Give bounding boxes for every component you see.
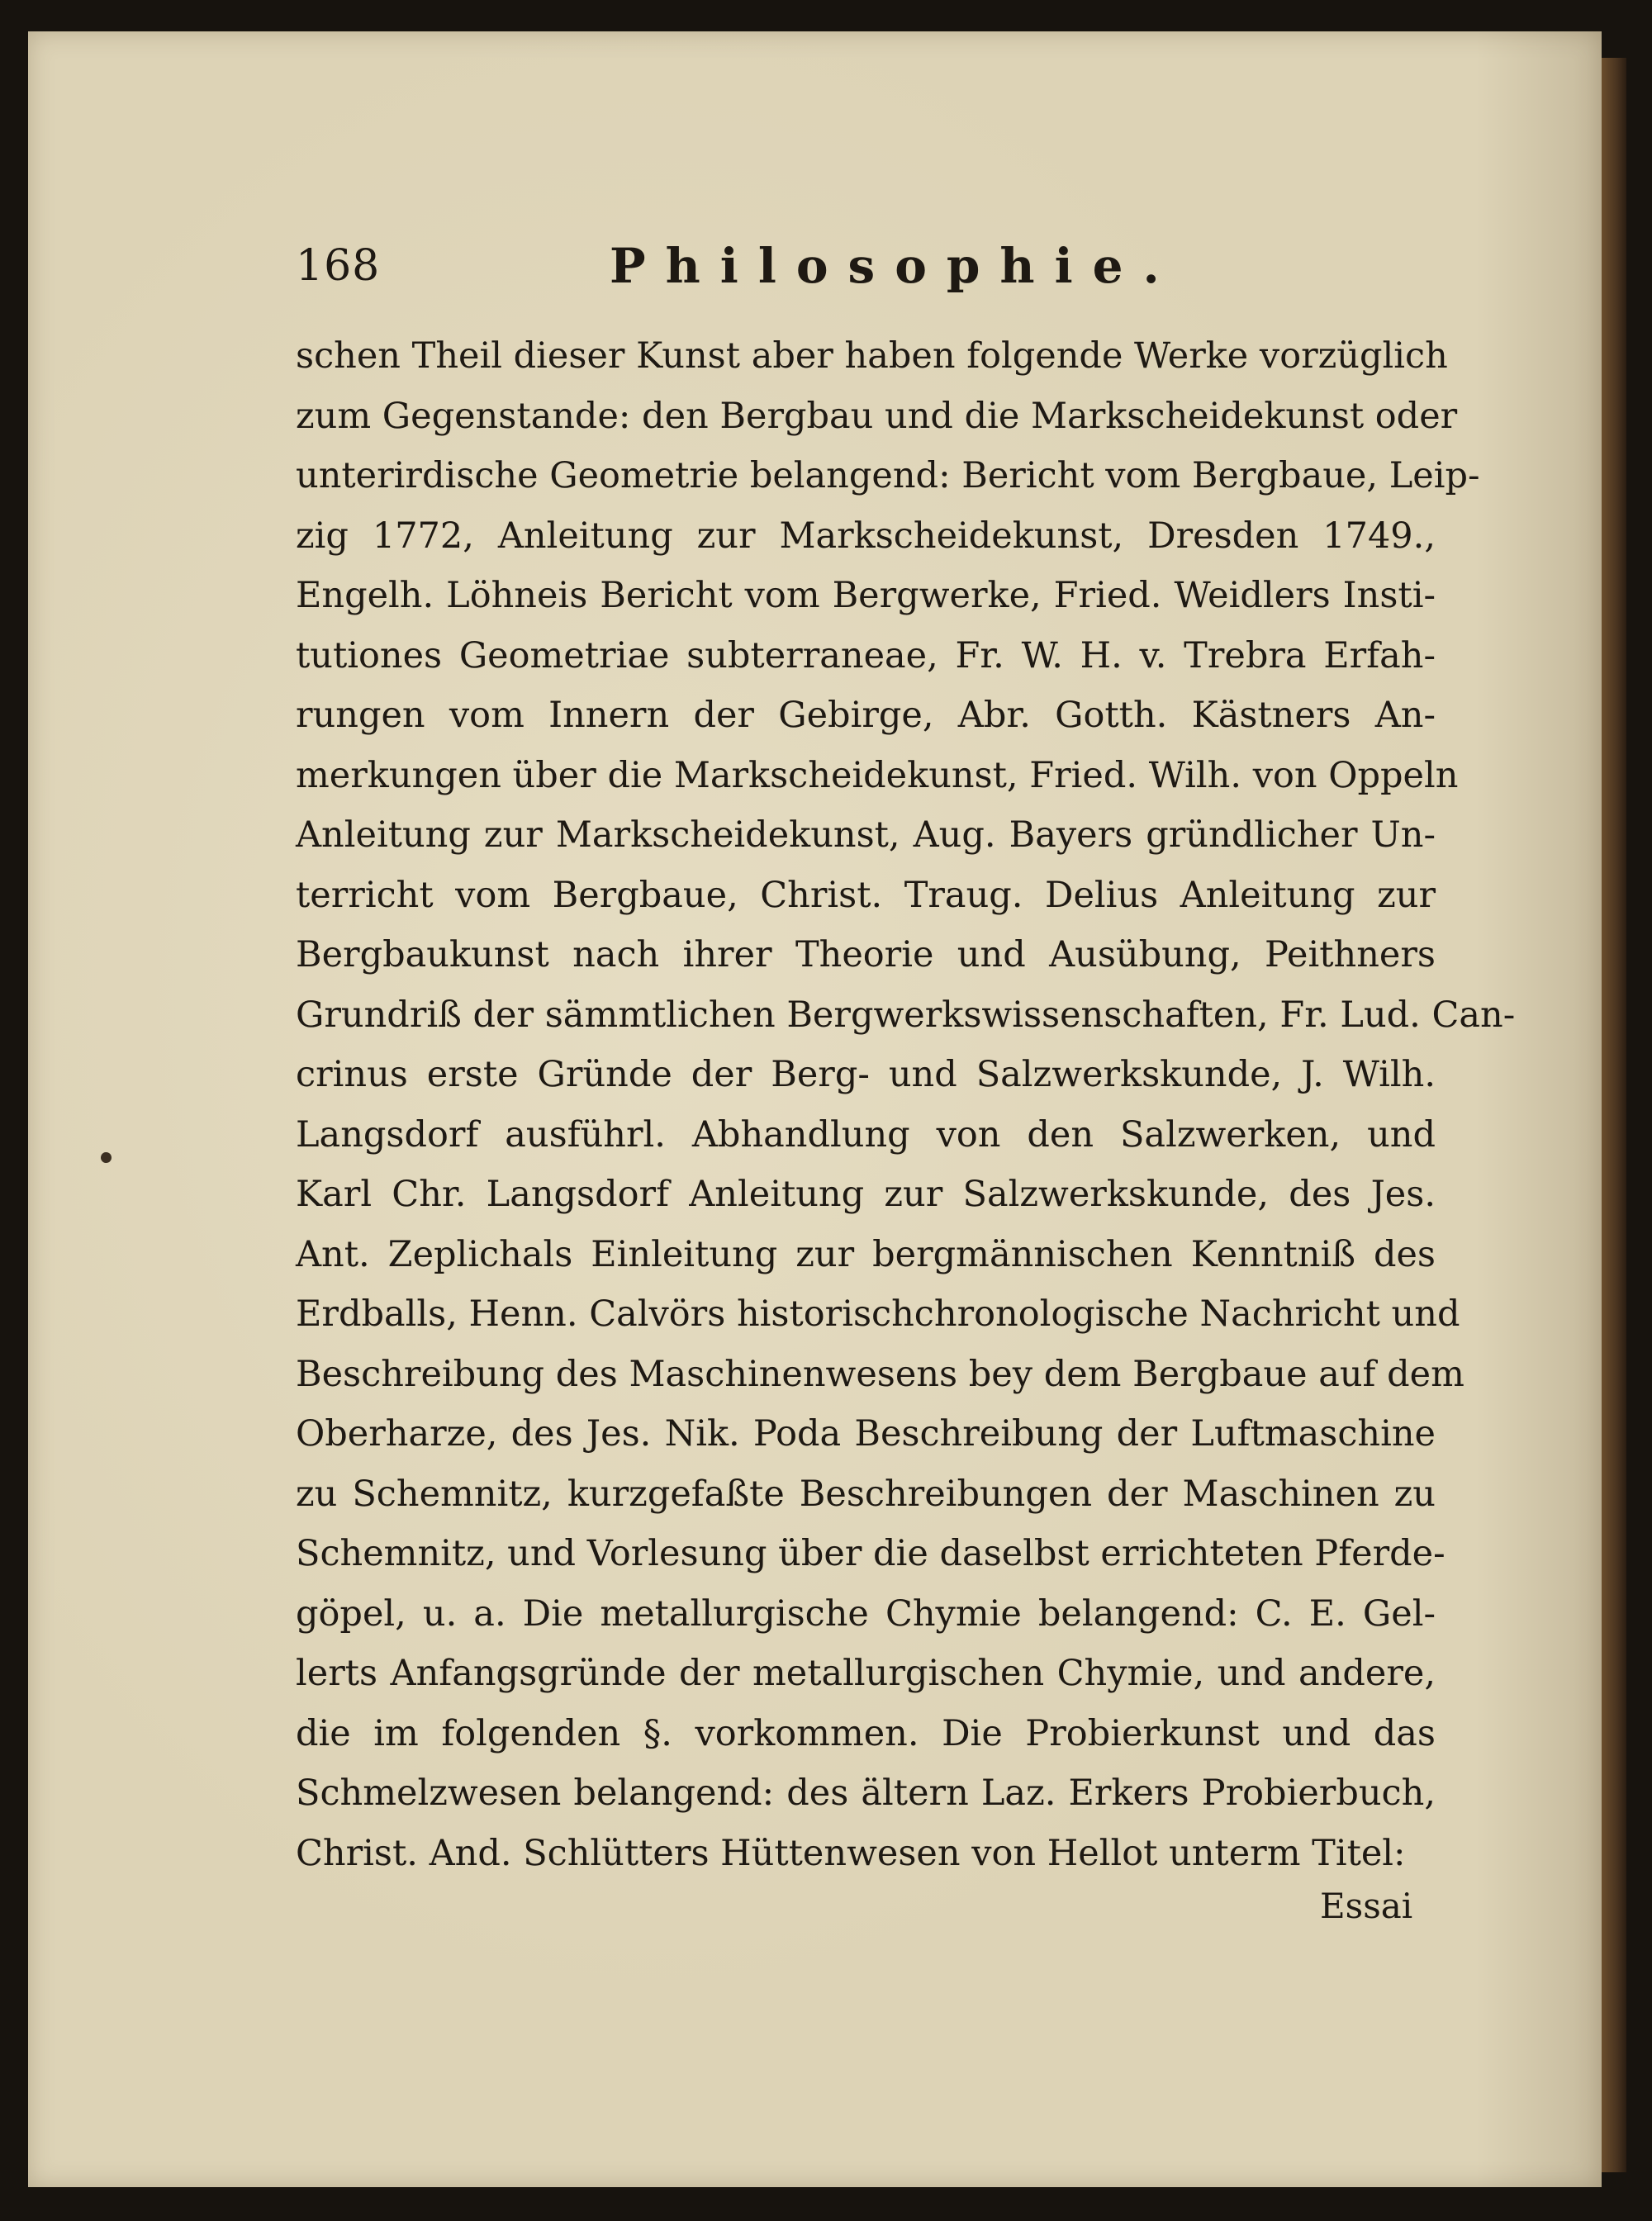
page-header <box>296 238 1452 307</box>
text-line: unterirdische Geometrie belangend: Bericht vom Bergbaue, Leip- <box>296 455 1480 496</box>
catchword: Essai <box>1320 1886 1413 1926</box>
text-line: lerts Anfangsgründe der metallurgischen Chymie, und andere, <box>296 1653 1436 1694</box>
text-line: göpel, u. a. Die metallurgische Chymie belangend: C. E. Gel- <box>296 1592 1436 1635</box>
text-line: Schmelzwesen belangend: des ältern Laz. Erkers Probierbuch, <box>296 1773 1436 1814</box>
text-line: Christ. And. Schlütters Hüttenwesen von Hellot unterm Titel: <box>296 1832 1406 1874</box>
text-line: Anleitung zur Markscheidekunst, Aug. Bayers gründlicher Un- <box>296 814 1436 856</box>
text-line: Karl Chr. Langsdorf Anleitung zur Salzwerkskunde, des Jes. <box>296 1174 1436 1215</box>
text-line: Grundriß der sämmtlichen Bergwerkswissenschaften, Fr. Lud. Can- <box>296 994 1516 1036</box>
text-line: rungen vom Innern der Gebirge, Abr. Gotth. Kästners An- <box>296 695 1436 736</box>
text-line: Ant. Zeplichals Einleitung zur bergmännischen Kenntniß des <box>296 1233 1436 1275</box>
text-line: Erdballs, Henn. Calvörs historischchronologische Nachricht und <box>296 1293 1460 1335</box>
text-line: Engelh. Löhneis Bericht vom Bergwerke, Fried. Weidlers Insti- <box>296 575 1436 616</box>
text-line: terricht vom Bergbaue, Christ. Traug. Delius Anleitung zur <box>296 874 1436 916</box>
text-line: zum Gegenstande: den Bergbau und die Markscheidekunst oder <box>296 395 1458 437</box>
text-line: zu Schemnitz, kurzgefaßte Beschreibungen der Maschinen zu <box>296 1473 1436 1515</box>
text-line: Langsdorf ausführl. Abhandlung von den Salzwerken, und <box>296 1113 1436 1156</box>
page-number: 168 <box>296 241 381 291</box>
book-edge <box>1602 58 1626 2172</box>
text-line: crinus erste Gründe der Berg- und Salzwerkskunde, J. Wilh. <box>296 1054 1436 1095</box>
text-line: Bergbaukunst nach ihrer Theorie und Ausübung, Peithners <box>296 934 1436 975</box>
text-line: merkungen über die Markscheidekunst, Fried. Wilh. von Oppeln <box>296 754 1459 796</box>
running-head: Philosophie. <box>610 238 1180 294</box>
text-line: zig 1772, Anleitung zur Markscheidekunst, Dresden 1749., <box>296 515 1436 557</box>
text-line: Schemnitz, und Vorlesung über die daselbst errichteten Pferde- <box>296 1533 1446 1574</box>
text-line: tutiones Geometriae subterraneae, Fr. W. H. v. Trebra Erfah- <box>296 634 1436 676</box>
text-line: die im folgenden §. vorkommen. Die Probierkunst und das <box>296 1712 1436 1754</box>
ink-spot <box>101 1152 112 1163</box>
text-line: Oberharze, des Jes. Nik. Poda Beschreibung der Luftmaschine <box>296 1413 1436 1455</box>
text-line: schen Theil dieser Kunst aber haben folgende Werke vorzüglich <box>296 335 1448 377</box>
body-text <box>296 326 1516 1883</box>
text-line: Beschreibung des Maschinenwesens bey dem Bergbaue auf dem <box>296 1353 1464 1395</box>
